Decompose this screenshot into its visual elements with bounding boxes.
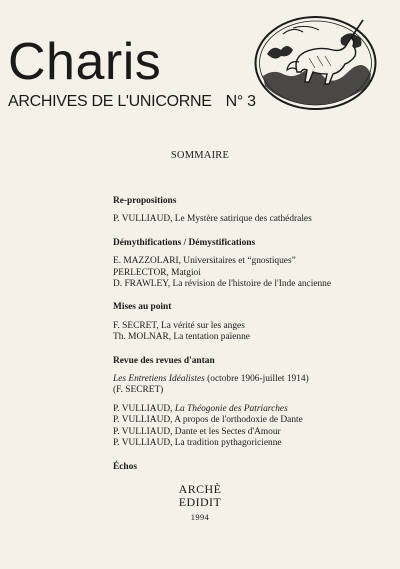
section-demythifications (113, 238, 388, 291)
list-item: E. MAZZOLARI, Universitaires et “gnostiques” (113, 256, 296, 267)
entry-title: La Théogonie des Patriarches (174, 403, 288, 414)
entry-author: P. VULLIAUD, (113, 403, 175, 414)
list-item: P. VULLIAUD, A propos de l'orthodoxie de Dante (113, 415, 303, 426)
list-item (113, 404, 388, 415)
publisher-edidit: EDIDIT (178, 495, 222, 509)
table-of-contents (113, 196, 388, 485)
section-revue-des-revues (113, 356, 388, 450)
section-mises-au-point (113, 302, 388, 343)
lead-dates: (octobre 1906-juillet 1914) (204, 374, 309, 385)
sommaire-heading: SOMMAIRE (170, 150, 230, 161)
publisher-name: ARCHÈ (178, 482, 222, 496)
journal-title: Charis (8, 33, 162, 91)
issue-number: N° 3 (225, 93, 256, 110)
list-item: PERLECTOR, Matgioi (113, 267, 201, 278)
list-item: (F. SECRET) (113, 385, 164, 396)
section-title: Démythifications / Démystifications (113, 237, 256, 248)
list-item (113, 374, 388, 385)
section-title: Échos (113, 461, 137, 472)
list-item: P. VULLIAUD, La tradition pythagoricienne (113, 438, 282, 449)
list-item: P. VULLIAUD, Dante et les Sectes d'Amour (113, 426, 281, 437)
section-re-propositions (113, 196, 388, 226)
publisher-block (0, 483, 400, 524)
section-title: Re-propositions (113, 196, 177, 206)
subtitle-text: ARCHIVES DE L'UNICORNE (8, 93, 212, 110)
list-item: Th. MOLNAR, La tentation païenne (113, 332, 250, 343)
cover-header (0, 0, 400, 140)
unicorn-engraving-icon (253, 14, 378, 112)
publication-year: 1994 (190, 512, 210, 522)
list-item: D. FRAWLEY, La révision de l'histoire de l'Inde ancienne (113, 279, 332, 290)
section-title: Revue des revues d'antan (113, 355, 215, 366)
list-item: P. VULLIAUD, Le Mystère satirique des cathédrales (113, 214, 312, 225)
lead-journal-title: Les Entretiens Idéalistes (113, 374, 205, 385)
section-echos (113, 462, 388, 473)
spacer (113, 397, 388, 404)
list-item: F. SECRET, La vérité sur les anges (113, 320, 245, 331)
journal-subtitle (8, 93, 256, 111)
section-title: Mises au point (113, 302, 172, 313)
